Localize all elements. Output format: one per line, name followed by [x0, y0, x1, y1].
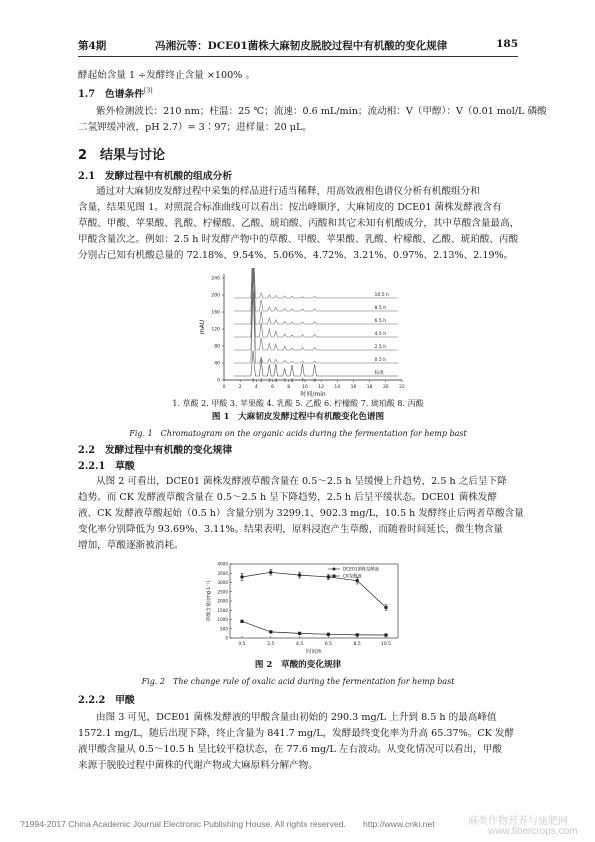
- body-line: 液甲酸含量从 0.5～10.5 h 呈比较平稳状态，在 77.6 mg/L 左右波动。从变化情况可以看出，甲酸: [78, 744, 502, 755]
- body-line: 液、CK 发酵液草酸起始（0.5 h）含量分别为 3299.1、902.3 mg/L，10.5 h 发酵终止后两者草酸含量: [78, 508, 524, 519]
- data-point: [269, 630, 272, 633]
- y-tick-label: 0: [225, 635, 228, 641]
- legend-label: CK发酵液: [343, 574, 362, 580]
- chromatogram-trace: [234, 351, 398, 376]
- trace-label: 4.5 h: [374, 332, 387, 337]
- body-line: 由图 3 可见，DCE01 菌株发酵液的甲酸含量由初始的 290.3 mg/L 上升到 8.5 h 的最高峰值: [96, 712, 497, 723]
- x-tick-label: 18: [366, 385, 373, 390]
- trace-label: 0.5 h: [374, 358, 387, 363]
- body-line: 草酸、甲酸、苹果酸、乳酸、柠檬酸、乙酸、琥珀酸、丙酸和其它未知有机酸成分，其中草酸含量最高，: [78, 218, 520, 229]
- series-line: [242, 621, 386, 635]
- x-tick-label: 2.5: [267, 642, 275, 647]
- running-title: 冯湘沅等：DCE01菌株大麻韧皮脱胶过程中有机酸的变化规律: [155, 40, 448, 52]
- section-2-1-heading: 2.1 发酵过程中有机酸的组成分析: [78, 171, 233, 182]
- y-tick-label: 500: [220, 626, 228, 632]
- x-tick-label: 6.5: [324, 642, 332, 647]
- chromatogram-trace: [234, 268, 398, 337]
- x-axis-title: 时间/h: [306, 649, 322, 655]
- y-tick-label: 2500: [217, 589, 228, 595]
- site-watermark-url: www.fibercrops.com: [488, 826, 578, 837]
- oxalic-acid-chart: [200, 558, 405, 656]
- figure-2-caption-en: Fig. 2 The change rule of oxalic acid during the fermentation for hemp bast: [141, 677, 455, 686]
- figure-1-caption-en: Fig. 1 Chromatogram on the organic acids during the fermentation for hemp bast: [129, 429, 467, 438]
- x-tick-label: 8.5: [353, 642, 361, 647]
- body-line: 酵起始含量 1 ÷发酵终止含量 ×100% 。: [78, 70, 255, 81]
- y-tick-label: 40: [214, 361, 220, 367]
- x-tick-label: 6: [271, 385, 274, 390]
- data-point: [240, 620, 243, 623]
- chromatogram-figure: [190, 268, 410, 398]
- section-2-2-1-heading: 2.2.1 草酸: [78, 461, 135, 472]
- section-2-heading: 2 结果与讨论: [78, 148, 166, 163]
- x-tick-label: 22: [399, 385, 405, 390]
- x-axis-title: 时间/min: [300, 391, 326, 398]
- peak-number-label: 6: [290, 378, 294, 383]
- y-tick-label: 1000: [217, 617, 228, 622]
- x-tick-label: 4: [254, 385, 258, 390]
- trace-label: 10.5 h: [374, 293, 390, 298]
- data-point: [298, 632, 301, 635]
- data-point: [356, 633, 359, 636]
- trace-label: 8.5 h: [374, 306, 387, 311]
- figure-1-legend: 1. 草酸 2. 甲酸 3. 苹果酸 4. 乳酸 5. 乙酸 6. 柠檬酸 7. 琥珀酸 8. 丙酸: [172, 399, 424, 408]
- figure-1-caption-cn: 图 1 大麻韧皮发酵过程中有机酸变化色谱图: [211, 412, 385, 422]
- body-line: 分别占已知有机酸总量的 72.18%、9.54%、5.06%、4.72%、3.21%、0.97%、2.13%、2.19%。: [78, 250, 514, 261]
- body-line: 二氢钾缓冲液，pH 2.7）= 3∶97；进样量：20 μL。: [78, 122, 312, 133]
- chromatogram-trace: [234, 268, 398, 298]
- page-number: 185: [496, 38, 518, 50]
- data-point: [240, 575, 243, 578]
- y-tick-label: 160: [211, 310, 220, 316]
- body-line: 增加，草酸逐渐被消耗。: [78, 540, 184, 551]
- x-tick-label: 2: [238, 385, 242, 390]
- copyright-footer: ?1994-2017 China Academic Journal Electronic Publishing House. All rights reserved. http://www.cnki.net: [20, 819, 435, 829]
- body-line: 1572.1 mg/L，随后出现下降，终止含量为 841.7 mg/L，发酵最终变化率为升高 65.37%。CK 发酵: [78, 728, 515, 739]
- peak-number-label: 1: [251, 378, 255, 383]
- body-line: 从图 2 可看出，DCE01 菌株发酵液草酸含量在 0.5～2.5 h 呈缓慢上升趋势，2.5 h 之后呈下降: [96, 476, 507, 487]
- trace-label: 6.5 h: [374, 319, 387, 324]
- body-line: 来源于脱胶过程中菌株的代谢产物或大麻原料分解产物。: [78, 760, 318, 771]
- chromatogram-trace: [234, 292, 398, 363]
- legend-marker: [333, 575, 336, 578]
- legend-label: DCE01菌株发酵液: [343, 567, 379, 573]
- peak-number-label: 8: [313, 378, 316, 383]
- body-line: 含量，结果见图 1。对照混合标准曲线可以看出：按出峰顺序，大麻韧皮的 DCE01 菌株发酵液含有: [78, 202, 502, 213]
- y-tick-label: 0: [217, 378, 220, 384]
- section-2-2-heading: 2.2 发酵过程中有机酸的变化规律: [78, 445, 233, 456]
- peak-number-label: 3: [268, 378, 271, 383]
- x-tick-label: 10.5: [380, 642, 392, 647]
- y-tick-label: 4000: [217, 561, 228, 567]
- legend-marker: [333, 568, 336, 571]
- x-tick-label: 14: [334, 385, 341, 390]
- section-2-2-2-heading: 2.2.2 甲酸: [78, 695, 135, 706]
- y-tick-label: 3500: [217, 570, 228, 576]
- chromatogram-trace: [234, 268, 398, 311]
- peak-number-label: 2: [259, 378, 263, 383]
- body-line: 通过对大麻韧皮发酵过程中采集的样品进行适当稀释，用高效液相色谱仪分析有机酸组分和: [96, 186, 480, 197]
- x-tick-label: 0: [222, 385, 226, 390]
- y-tick-label: 120: [211, 327, 220, 333]
- body-line: 紫外检测波长：210 nm；柱温：25 ℃；流速：0.6 mL/min；流动相：V（甲醇）：V（0.01 mol/L 磷酸: [96, 106, 547, 117]
- header-rule: [78, 56, 518, 57]
- peak-number-label: 4: [274, 378, 278, 383]
- body-line: 甲酸含量次之。例如：2.5 h 时发酵产物中的草酸、甲酸、苹果酸、乳酸、柠檬酸、乙酸、琥珀酸、丙酸: [78, 234, 519, 245]
- peak-number-label: 5: [283, 378, 286, 383]
- issue-number: 第4期: [78, 40, 107, 52]
- data-point: [327, 633, 330, 636]
- x-tick-label: 16: [350, 385, 357, 390]
- site-watermark: 麻类作物营养与施肥网: [468, 816, 568, 827]
- y-axis-title: 草酸含量/(mg·L⁻¹): [207, 580, 212, 622]
- x-tick-label: 10: [302, 385, 308, 390]
- series-line: [242, 572, 386, 607]
- figure-2-caption-cn: 图 2 草酸的变化规律: [254, 660, 342, 670]
- y-tick-label: 200: [211, 293, 220, 299]
- y-tick-label: 2000: [217, 598, 228, 604]
- y-tick-label: 240: [211, 276, 220, 282]
- y-tick-label: 80: [214, 344, 220, 350]
- y-axis-title: mAU: [199, 319, 206, 335]
- x-tick-label: 0.5: [238, 642, 246, 647]
- x-tick-label: 20: [382, 385, 389, 390]
- y-tick-label: 1500: [217, 607, 228, 613]
- data-point: [384, 606, 387, 609]
- body-line: 变化率分别降低为 93.69%、3.11%。结果表明，原料浸泡产生草酸，而随着时间延长，微生物含量: [78, 524, 504, 535]
- trace-label: 2.5 h: [374, 345, 387, 350]
- data-point: [298, 573, 301, 576]
- y-tick-label: 3000: [217, 580, 228, 585]
- data-point: [269, 571, 272, 574]
- running-header: [78, 38, 518, 53]
- chromatogram-trace: [234, 268, 398, 324]
- data-point: [384, 633, 387, 636]
- body-line: 趋势。而 CK 发酵液草酸含量在 0.5～2.5 h 呈下降趋势，2.5 h 后呈平缓状态。DCE01 菌株发酵: [78, 492, 498, 503]
- x-tick-label: 4.5: [296, 642, 304, 647]
- peak-number-label: 7: [301, 378, 304, 383]
- x-tick-label: 12: [318, 385, 324, 390]
- section-1-7-heading: 1.7 色谱条件[3]: [78, 87, 153, 100]
- trace-label: 标准: [374, 371, 384, 376]
- x-tick-label: 8: [287, 385, 291, 390]
